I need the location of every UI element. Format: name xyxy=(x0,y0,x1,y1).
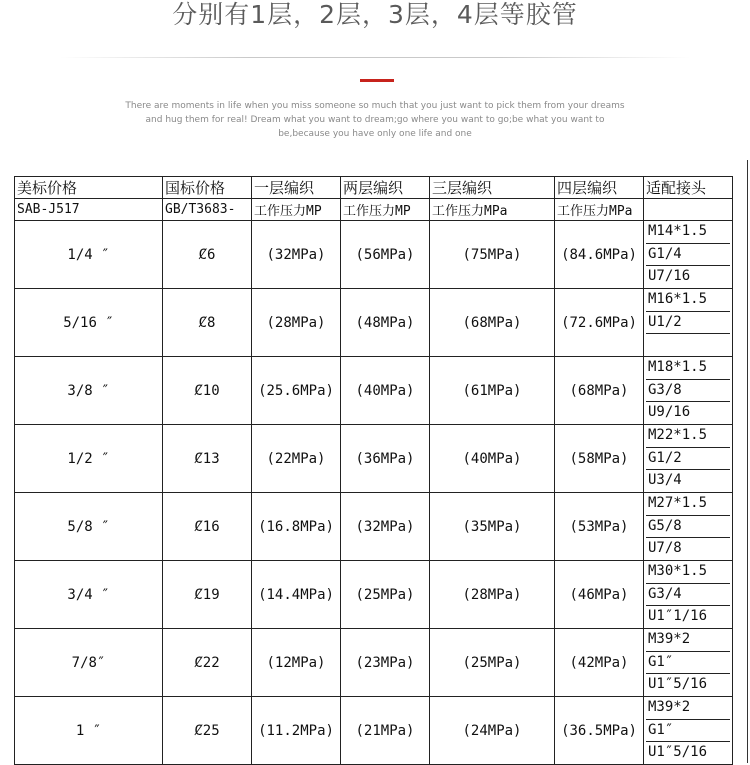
header-fitting: 适配接头 xyxy=(644,177,733,199)
header-gb-price: 国标价格 xyxy=(163,177,252,199)
fitting-item: U7/8 xyxy=(648,540,682,557)
table-row xyxy=(15,425,733,493)
right-border-line xyxy=(747,160,748,763)
fitting-item: G3/4 xyxy=(646,584,730,607)
pressure-4-layer-cell: (72.6MPa) xyxy=(555,289,644,357)
subheader-gb-standard: GB/T3683- xyxy=(163,199,252,221)
subheader-pressure-1: 工作压力MP xyxy=(252,199,341,221)
fitting-item: U1/2 xyxy=(646,312,730,335)
pressure-1-layer-cell: (25.6MPa) xyxy=(252,357,341,425)
fitting-item: G1/2 xyxy=(646,448,730,471)
fitting-cell xyxy=(644,357,733,425)
fitting-list xyxy=(646,425,730,492)
header-2-layer: 两层编织 xyxy=(341,177,430,199)
table-row xyxy=(15,357,733,425)
fitting-item: M27*1.5 xyxy=(646,493,730,516)
subheader-pressure-2: 工作压力MP xyxy=(341,199,430,221)
gb-size-cell: Ȼ6 xyxy=(163,221,252,289)
pressure-1-layer-cell: (28MPa) xyxy=(252,289,341,357)
subheader-fitting xyxy=(644,199,733,221)
pressure-2-layer-cell: (36MPa) xyxy=(341,425,430,493)
fitting-item: U1″5/16 xyxy=(648,676,708,693)
fitting-list xyxy=(646,221,730,288)
fitting-cell xyxy=(644,425,733,493)
pressure-1-layer-cell: (11.2MPa) xyxy=(252,697,341,765)
subheader-row xyxy=(15,199,733,221)
fitting-item: M39*2 xyxy=(646,629,730,652)
pressure-4-layer-cell: (42MPa) xyxy=(555,629,644,697)
header-4-layer: 四层编织 xyxy=(555,177,644,199)
gb-size-cell: Ȼ19 xyxy=(163,561,252,629)
hose-spec-table xyxy=(14,176,733,765)
us-size-cell: 1/2 ″ xyxy=(15,425,163,493)
us-size-cell: 1 ″ xyxy=(15,697,163,765)
table-row xyxy=(15,221,733,289)
pressure-2-layer-cell: (32MPa) xyxy=(341,493,430,561)
us-size-cell: 3/8 ″ xyxy=(15,357,163,425)
gb-size-cell: Ȼ8 xyxy=(163,289,252,357)
fitting-item: G3/8 xyxy=(646,380,730,403)
pressure-2-layer-cell: (56MPa) xyxy=(341,221,430,289)
us-size-cell: 5/8 ″ xyxy=(15,493,163,561)
fitting-item: M30*1.5 xyxy=(646,561,730,584)
fitting-cell xyxy=(644,221,733,289)
pressure-4-layer-cell: (58MPa) xyxy=(555,425,644,493)
fitting-item: U7/16 xyxy=(648,268,691,285)
fitting-item: G1/4 xyxy=(646,244,730,267)
header-1-layer: 一层编织 xyxy=(252,177,341,199)
pressure-1-layer-cell: (16.8MPa) xyxy=(252,493,341,561)
fitting-item: U3/4 xyxy=(648,472,682,489)
pressure-3-layer-cell: (24MPa) xyxy=(430,697,555,765)
fitting-item: G1″ xyxy=(646,720,730,743)
accent-bar xyxy=(360,79,394,82)
pressure-3-layer-cell: (25MPa) xyxy=(430,629,555,697)
us-size-cell: 1/4 ″ xyxy=(15,221,163,289)
table-row xyxy=(15,493,733,561)
pressure-2-layer-cell: (23MPa) xyxy=(341,629,430,697)
pressure-4-layer-cell: (46MPa) xyxy=(555,561,644,629)
fitting-list xyxy=(646,357,730,424)
fitting-item: M22*1.5 xyxy=(646,425,730,448)
fitting-cell xyxy=(644,697,733,765)
subheader-pressure-4: 工作压力MPa xyxy=(555,199,644,221)
pressure-1-layer-cell: (12MPa) xyxy=(252,629,341,697)
table-row xyxy=(15,561,733,629)
header-us-price: 美标价格 xyxy=(15,177,163,199)
pressure-3-layer-cell: (28MPa) xyxy=(430,561,555,629)
pressure-3-layer-cell: (40MPa) xyxy=(430,425,555,493)
fitting-list xyxy=(646,493,730,560)
fitting-item: U1″5/16 xyxy=(648,744,708,761)
gb-size-cell: Ȼ22 xyxy=(163,629,252,697)
pressure-2-layer-cell: (48MPa) xyxy=(341,289,430,357)
fitting-item: G1″ xyxy=(646,652,730,675)
fitting-list xyxy=(646,697,730,764)
fitting-item: G5/8 xyxy=(646,516,730,539)
subheader-us-standard: SAB-J517 xyxy=(15,199,163,221)
page-heading: 分别有1层，2层，3层，4层等胶管 xyxy=(172,0,578,29)
table-row xyxy=(15,697,733,765)
pressure-3-layer-cell: (35MPa) xyxy=(430,493,555,561)
fitting-item: U9/16 xyxy=(648,404,691,421)
fitting-item: U1″1/16 xyxy=(648,608,708,625)
pressure-1-layer-cell: (14.4MPa) xyxy=(252,561,341,629)
pressure-4-layer-cell: (36.5MPa) xyxy=(555,697,644,765)
fitting-cell xyxy=(644,629,733,697)
us-size-cell: 7/8″ xyxy=(15,629,163,697)
pressure-2-layer-cell: (40MPa) xyxy=(341,357,430,425)
table-row xyxy=(15,629,733,697)
fitting-list xyxy=(646,289,730,356)
gb-size-cell: Ȼ10 xyxy=(163,357,252,425)
pressure-1-layer-cell: (32MPa) xyxy=(252,221,341,289)
pressure-3-layer-cell: (68MPa) xyxy=(430,289,555,357)
fitting-item: M14*1.5 xyxy=(646,221,730,244)
gb-size-cell: Ȼ25 xyxy=(163,697,252,765)
quote-text: There are moments in life when you miss someone so much that you just want to pick them from your dreams and hug them for real! Dream what you want to dream;go where you want to go;be what you want to be,because you have only one life and one xyxy=(125,101,625,139)
pressure-3-layer-cell: (75MPa) xyxy=(430,221,555,289)
gb-size-cell: Ȼ13 xyxy=(163,425,252,493)
subheader-pressure-3: 工作压力MPa xyxy=(430,199,555,221)
us-size-cell: 5/16 ″ xyxy=(15,289,163,357)
fitting-list xyxy=(646,629,730,696)
pressure-4-layer-cell: (53MPa) xyxy=(555,493,644,561)
pressure-2-layer-cell: (25MPa) xyxy=(341,561,430,629)
fitting-cell xyxy=(644,493,733,561)
fitting-item: M18*1.5 xyxy=(646,357,730,380)
pressure-1-layer-cell: (22MPa) xyxy=(252,425,341,493)
pressure-4-layer-cell: (84.6MPa) xyxy=(555,221,644,289)
fitting-list xyxy=(646,561,730,628)
us-size-cell: 3/4 ″ xyxy=(15,561,163,629)
pressure-3-layer-cell: (61MPa) xyxy=(430,357,555,425)
header-3-layer: 三层编织 xyxy=(430,177,555,199)
gb-size-cell: Ȼ16 xyxy=(163,493,252,561)
pressure-4-layer-cell: (68MPa) xyxy=(555,357,644,425)
fitting-item: M16*1.5 xyxy=(646,289,730,312)
header-row xyxy=(15,177,733,199)
divider-line xyxy=(60,57,690,58)
fitting-cell xyxy=(644,289,733,357)
fitting-item xyxy=(646,334,730,356)
table-row xyxy=(15,289,733,357)
fitting-cell xyxy=(644,561,733,629)
fitting-item: M39*2 xyxy=(646,697,730,720)
pressure-2-layer-cell: (21MPa) xyxy=(341,697,430,765)
